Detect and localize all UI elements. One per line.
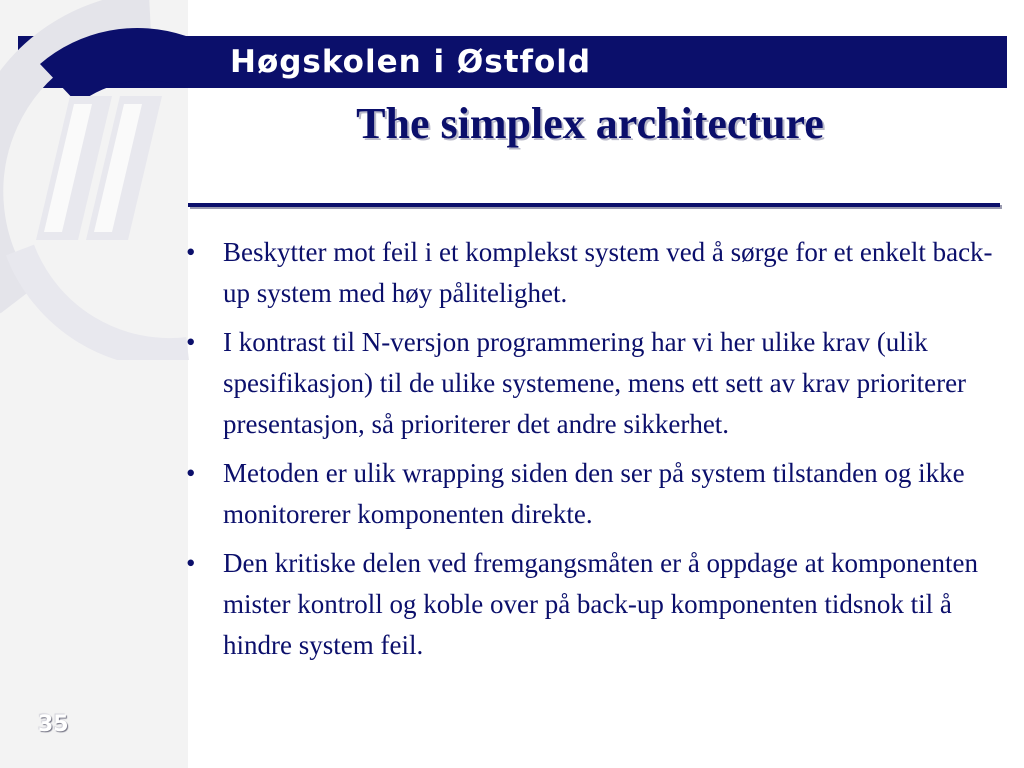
title-divider xyxy=(188,203,1000,207)
page-number: 35 xyxy=(38,712,69,737)
slide-title: The simplex architecture xyxy=(356,99,824,148)
bullet-text: Beskytter mot feil i et komplekst system ved å sørge for et enkelt back-up system med høy pålitelighet. xyxy=(223,237,993,308)
list-item xyxy=(186,322,1004,445)
institution-name: Høgskolen i Østfold xyxy=(230,44,592,80)
bullet-icon: • xyxy=(186,327,196,357)
list-item xyxy=(186,543,1004,666)
list-item xyxy=(186,232,1004,314)
list-item xyxy=(186,453,1004,535)
bullet-text: Den kritiske delen ved fremgangsmåten er å oppdage at komponenten mister kontroll og koble over på back-up komponenten tidsnok til å hindre system feil. xyxy=(223,548,978,660)
bullet-icon: • xyxy=(186,548,196,578)
bullet-text: Metoden er ulik wrapping siden den ser på system tilstanden og ikke monitorerer komponenten direkte. xyxy=(223,458,965,529)
bullet-list xyxy=(186,232,1004,674)
bullet-icon: • xyxy=(186,237,196,267)
hiof-logo-icon xyxy=(0,0,200,360)
bullet-icon: • xyxy=(186,458,196,488)
bullet-text: I kontrast til N-versjon programmering har vi her ulike krav (ulik spesifikasjon) til de ulike systemene, mens ett sett av krav prioriterer presentasjon, så prioriterer det andre sikkerhet. xyxy=(223,327,967,439)
